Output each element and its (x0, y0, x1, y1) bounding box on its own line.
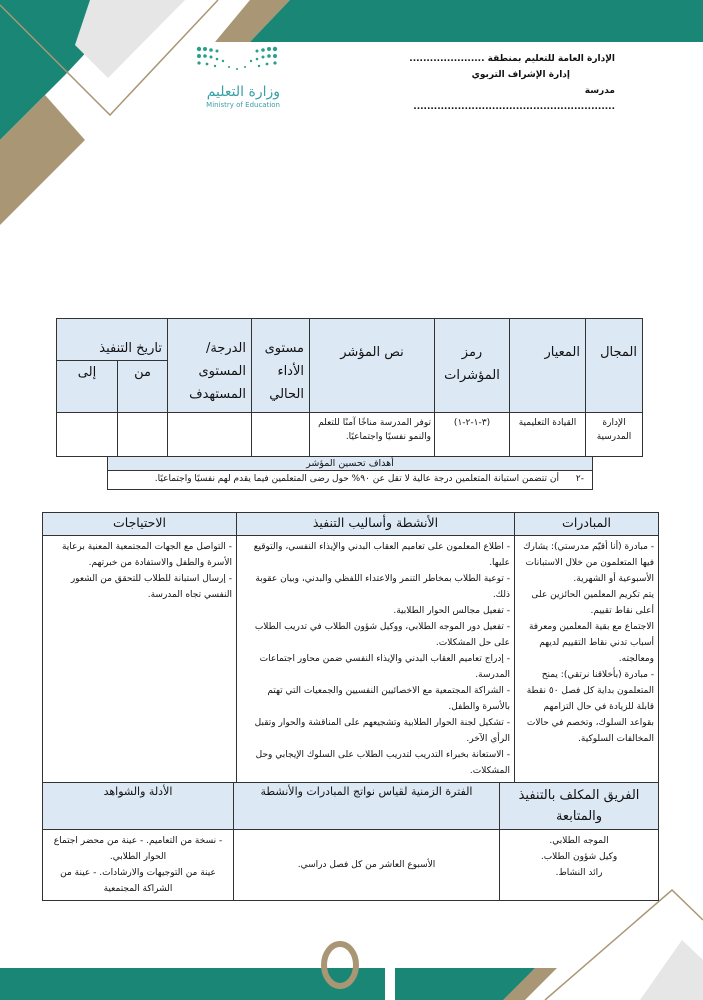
header-team: الفريق المكلف بالتنفيذ والمتابعة (500, 783, 659, 830)
cell-standard: القيادة التعليمية (510, 413, 586, 457)
need-item: - إرسال استبانة للطلاب للتحقق من الشعور النفسي تجاه المدرسة. (70, 574, 232, 600)
header-text: نص المؤشر (310, 319, 435, 413)
cell-code: (٣-١-٢-١) (435, 413, 510, 457)
activity-item: - اطلاع المعلمون على تعاميم العقاب البدني والإيذاء النفسي، والتوقيع عليها. (253, 542, 511, 568)
evidence-item: عينة من التوجيهات والارشادات. - عينة من الشراكة المجتمعية (60, 868, 216, 894)
goals-title: أهداف تحسين المؤشر (108, 457, 593, 471)
cell-from (118, 413, 168, 457)
initiative-item: - مبادرة (أنا أقيّم مدرستي): يشارك فيها المتعلمون من خلال الاستبانات الأسبوعية أو الشهرية. (523, 542, 655, 584)
initiative-item: - مبادرة (بأخلاقنا نرتقي): يمنح المتعلمون بداية كل فصل ٥٠ نقطة قابلة للزيادة في حال التزامهم بقواعد السلوك، وتخصم في حالات المخالفات السلوكية. (526, 670, 655, 744)
header-school: مدرسة ........................................................... (413, 86, 615, 112)
team-member: وكيل شؤون الطلاب. (540, 852, 618, 862)
logo-english: Ministry of Education (206, 101, 280, 109)
logo-dots-icon (195, 45, 280, 73)
header-department: إدارة الإشراف التربوي (471, 70, 570, 80)
ministry-logo (195, 45, 280, 109)
initiative-item: يتم تكريم المعلمين الحائزين على أعلى نقاط تقييم. (531, 590, 655, 616)
need-item: - التواصل مع الجهات المجتمعية المعنية برعاية الأسرة والطفل والاستفادة من خبرتهم. (61, 542, 232, 568)
header-current: مستوى الأداء الحالي (252, 319, 310, 413)
activity-item: - تشكيل لجنة الحوار الطلابية وتشجيعهم على المناقشة والحوار وتقبل الرأي الآخر. (254, 718, 511, 744)
period-cell: الأسبوع العاشر من كل فصل دراسي. (234, 830, 500, 901)
activity-item: - الشراكة المجتمعية مع الاخصائيين النفسيين والجمعيات التي تهتم بالأسرة والطفل. (267, 686, 511, 712)
activity-item: - الاستعانة بخبراء التدريب لتدريب الطلاب على السلوك الإيجابي وحل المشكلات. (255, 750, 511, 776)
activity-item: - تفعيل مجالس الحوار الطلابية. (393, 606, 511, 616)
table-row (57, 413, 643, 457)
activity-item: - إدراج تعاميم العقاب البدني والإيذاء النفسي ضمن محاور اجتماعات المدرسة. (259, 654, 511, 680)
cell-text: توفر المدرسة مناخًا آمنًا للتعلم والنمو نفسيًا واجتماعيًا. (310, 413, 435, 457)
activity-item: - تفعيل دور الموجه الطلابي، ووكيل شؤون الطلاب في تدريب الطلاب على حل المشكلات. (254, 622, 511, 648)
header-code: رمز المؤشرات (435, 319, 510, 413)
goal-number: -٢ (575, 474, 584, 484)
team-member: الموجه الطلابي. (549, 836, 609, 846)
cell-target (168, 413, 252, 457)
cell-domain: الإدارة المدرسية (586, 413, 643, 457)
header-initiatives: المبادرات (515, 513, 659, 536)
header-period: الفترة الزمنية لقياس نواتج المبادرات والأنشطة (234, 783, 500, 830)
evidence-cell (43, 830, 234, 901)
team-cell (500, 830, 659, 901)
header-activities: الأنشطة وأساليب التنفيذ (237, 513, 515, 536)
cell-to (57, 413, 118, 457)
team-member: رائد النشاط. (555, 868, 603, 878)
header-domain: المجال (586, 319, 643, 413)
goal-text: أن تتضمن استبانة المتعلمين درجة عالية لا تقل عن ٩٠% حول رضى المتعلمين فيما يقدم لهم نفسيًا واجتماعيًا. (154, 474, 559, 484)
initiatives-cell (515, 536, 659, 783)
header-date: تاريخ التنفيذ (57, 319, 168, 361)
document-header (400, 45, 675, 112)
initiative-item: الاجتماع مع بقية المعلمين ومعرفة أسباب تدني نقاط التقييم لديهم ومعالجته. (528, 622, 655, 664)
indicator-table (56, 318, 643, 457)
goals-box (107, 456, 593, 490)
header-from: من (118, 361, 168, 413)
activity-item: - توعية الطلاب بمخاطر التنمر والاعتداء اللفظي والبدني، وبيان عقوبة ذلك. (255, 574, 511, 600)
header-evidence: الأدلة والشواهد (43, 783, 234, 830)
header-to: إلى (57, 361, 118, 413)
header-needs: الاحتياجات (43, 513, 237, 536)
needs-cell (43, 536, 237, 783)
header-standard: المعيار (510, 319, 586, 413)
cell-current (252, 413, 310, 457)
evidence-item: - نسخة من التعاميم. - عينة من محضر اجتماع الحوار الطلابي. (53, 836, 223, 862)
header-region: الإدارة العامة للتعليم بمنطقة ...................... (409, 54, 615, 64)
plan-table (42, 512, 659, 901)
logo-arabic: وزارة التعليم (206, 84, 280, 100)
header-target: الدرجة/ المستوى المستهدف (168, 319, 252, 413)
activities-cell (237, 536, 515, 783)
